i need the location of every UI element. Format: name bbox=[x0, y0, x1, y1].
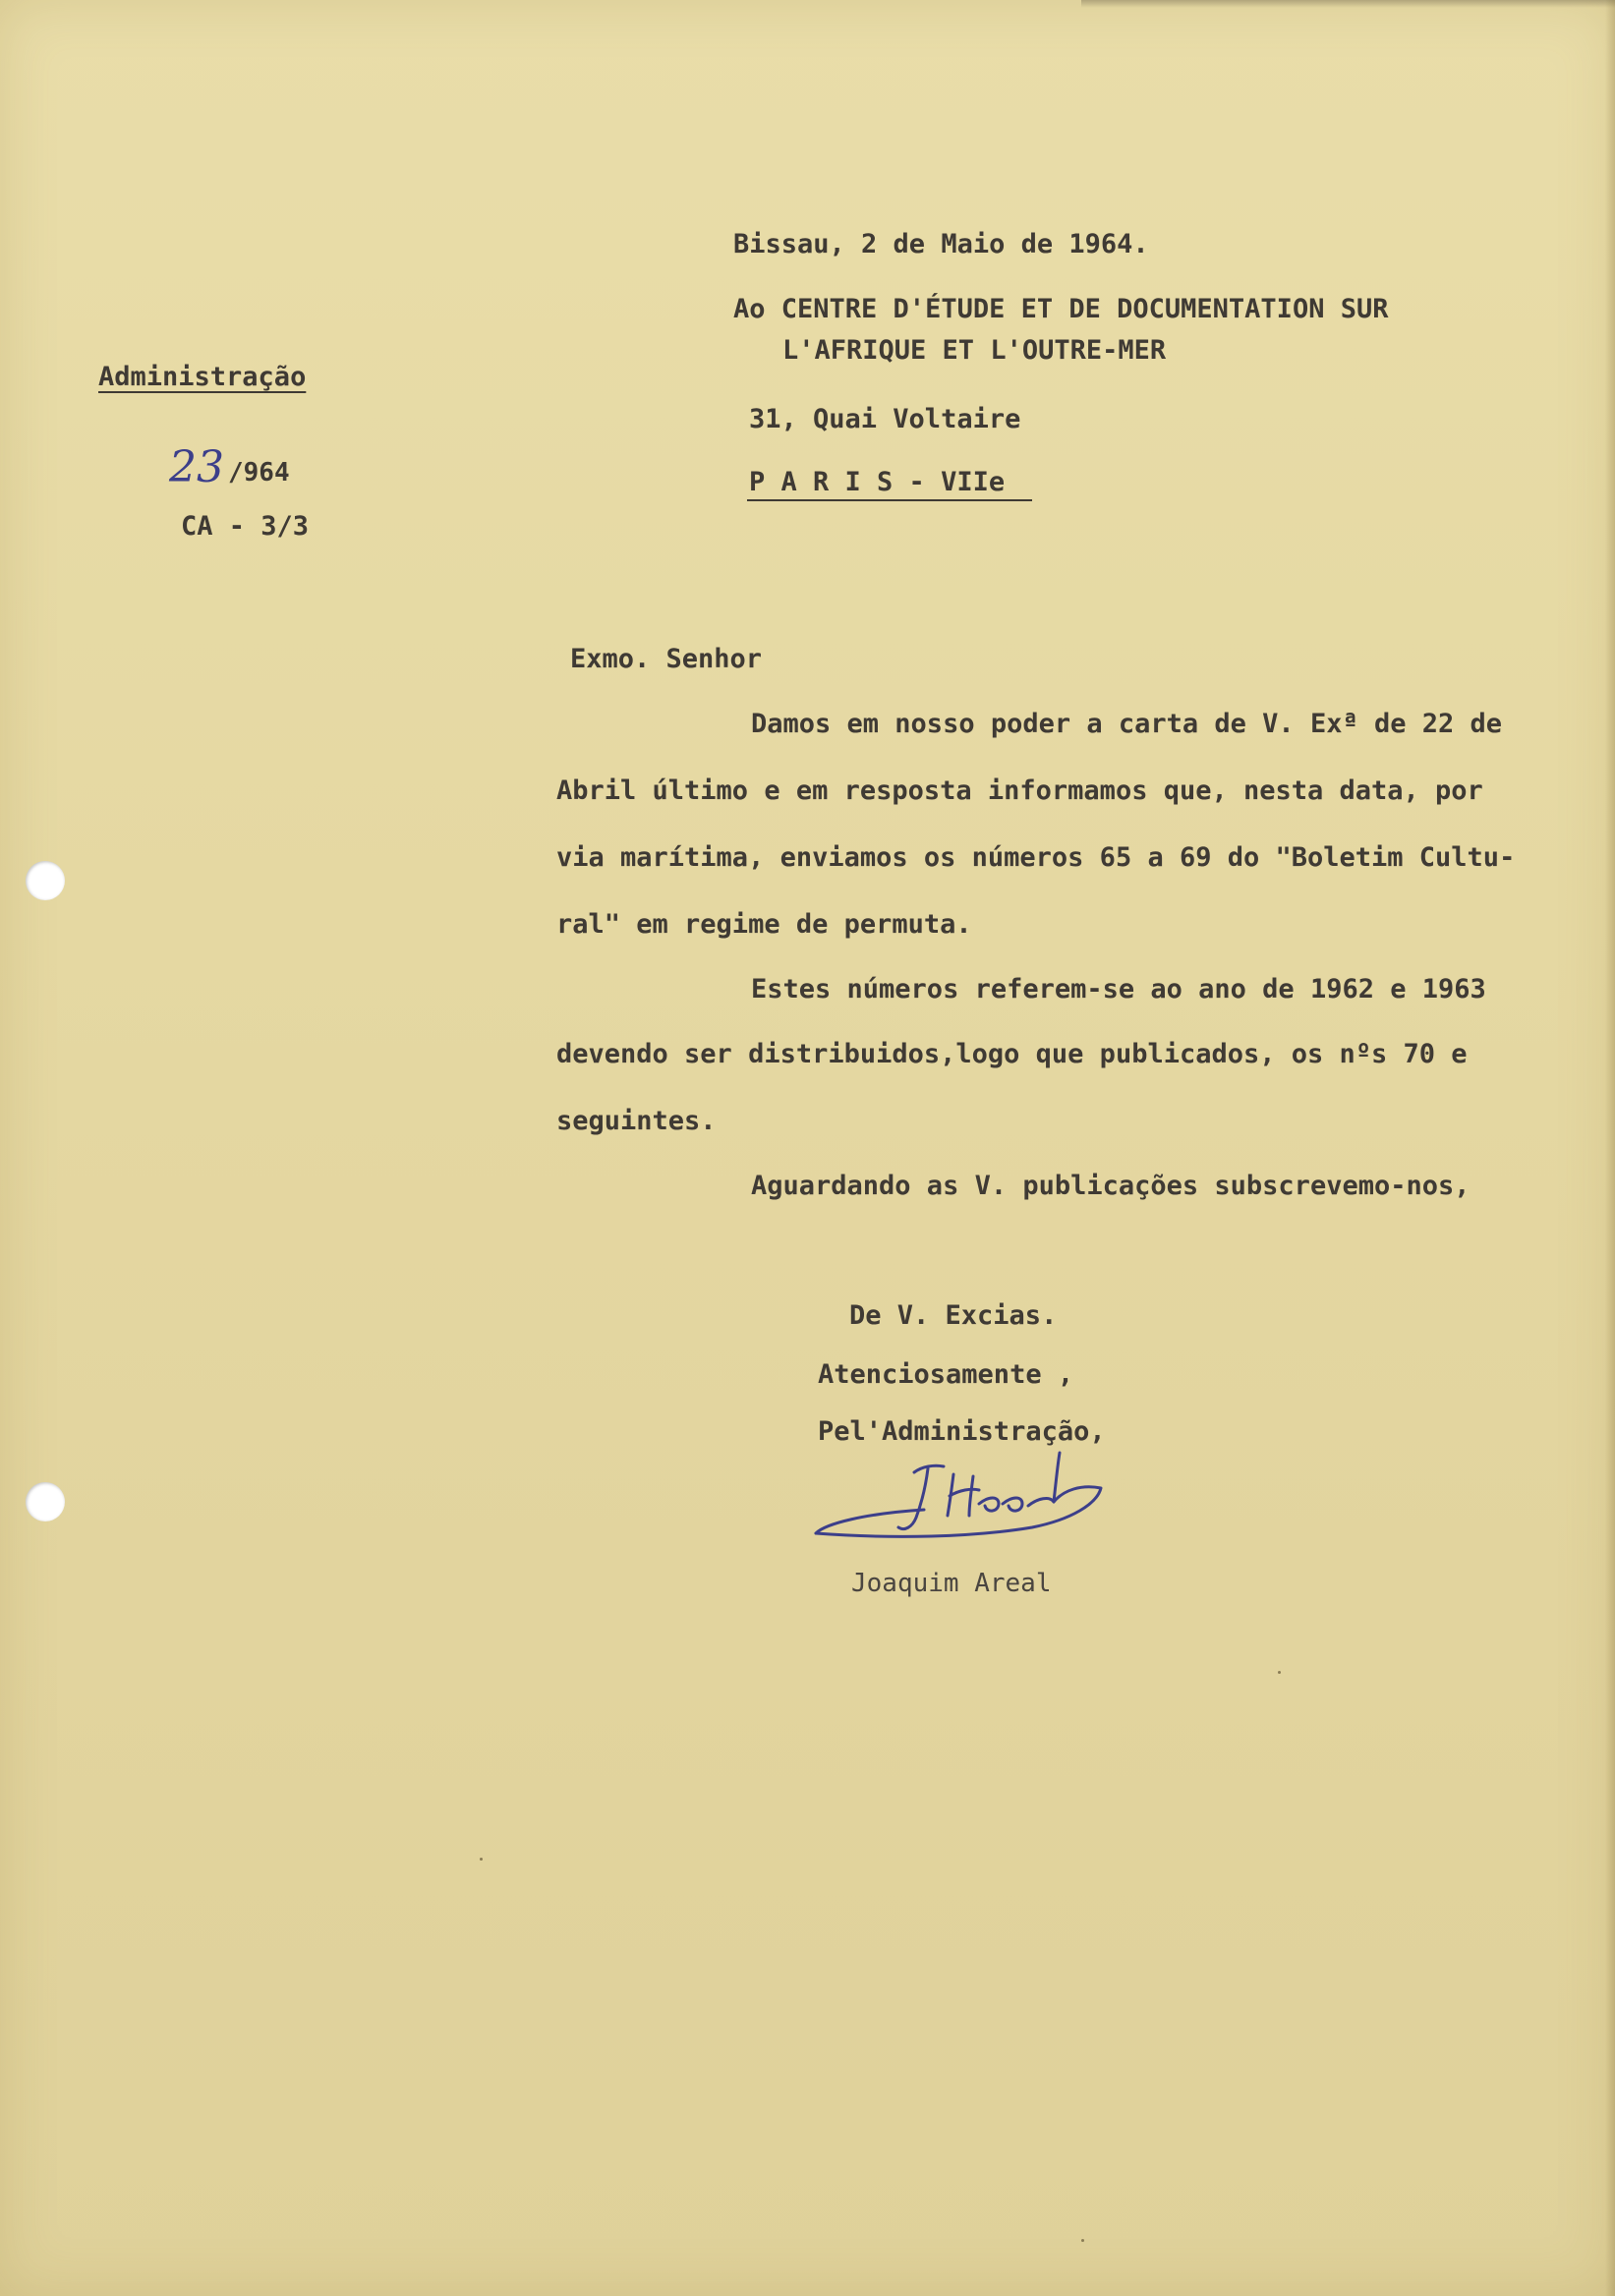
salutation: Exmo. Senhor bbox=[570, 644, 763, 674]
paragraph-3-line-1: Aguardando as V. publicações subscrevemo-nos, bbox=[751, 1171, 1471, 1201]
paragraph-1-line-2: Abril último e em resposta informamos que, nesta data, por bbox=[556, 775, 1483, 806]
paragraph-1-line-3: via marítima, enviamos os números 65 a 69 do "Boletim Cultu- bbox=[556, 842, 1516, 873]
recipient-line-1: Ao CENTRE D'ÉTUDE ET DE DOCUMENTATION SUR bbox=[733, 294, 1389, 324]
signatory-name: Joaquim Areal bbox=[851, 1569, 1052, 1598]
closing-line-2: Atenciosamente , bbox=[818, 1359, 1074, 1390]
closing-line-1: De V. Excias. bbox=[849, 1300, 1058, 1331]
page-top-edge bbox=[1081, 0, 1615, 8]
paper-speck bbox=[1278, 1671, 1281, 1674]
closing-line-3: Pel'Administração, bbox=[818, 1416, 1106, 1447]
recipient-line-2: L'AFRIQUE ET L'OUTRE-MER bbox=[782, 335, 1167, 366]
address-line: 31, Quai Voltaire bbox=[749, 404, 1021, 434]
paragraph-1-line-1: Damos em nosso poder a carta de V. Exª de 22 de bbox=[751, 709, 1503, 739]
reference-number-handwritten: 23 bbox=[169, 442, 224, 492]
handwritten-signature bbox=[806, 1445, 1121, 1563]
page-right-edge bbox=[1605, 0, 1615, 2296]
date-line: Bissau, 2 de Maio de 1964. bbox=[733, 229, 1149, 259]
paper-speck bbox=[1081, 2239, 1084, 2242]
reference-year: /964 bbox=[228, 458, 290, 488]
reference-code: CA - 3/3 bbox=[181, 511, 310, 542]
city-line: P A R I S - VIIe bbox=[749, 467, 1006, 497]
punch-hole-bottom bbox=[26, 1482, 65, 1521]
paragraph-1-line-4: ral" em regime de permuta. bbox=[556, 909, 972, 940]
paragraph-2-line-1: Estes números referem-se ao ano de 1962 e 1963 bbox=[751, 974, 1486, 1004]
paragraph-2-line-2: devendo ser distribuidos,logo que publicados, os nºs 70 e bbox=[556, 1039, 1468, 1069]
punch-hole-top bbox=[26, 861, 65, 900]
paper-speck bbox=[480, 1858, 483, 1861]
department-label: Administração bbox=[98, 362, 307, 392]
paragraph-2-line-3: seguintes. bbox=[556, 1106, 717, 1136]
city-underline bbox=[747, 499, 1032, 501]
